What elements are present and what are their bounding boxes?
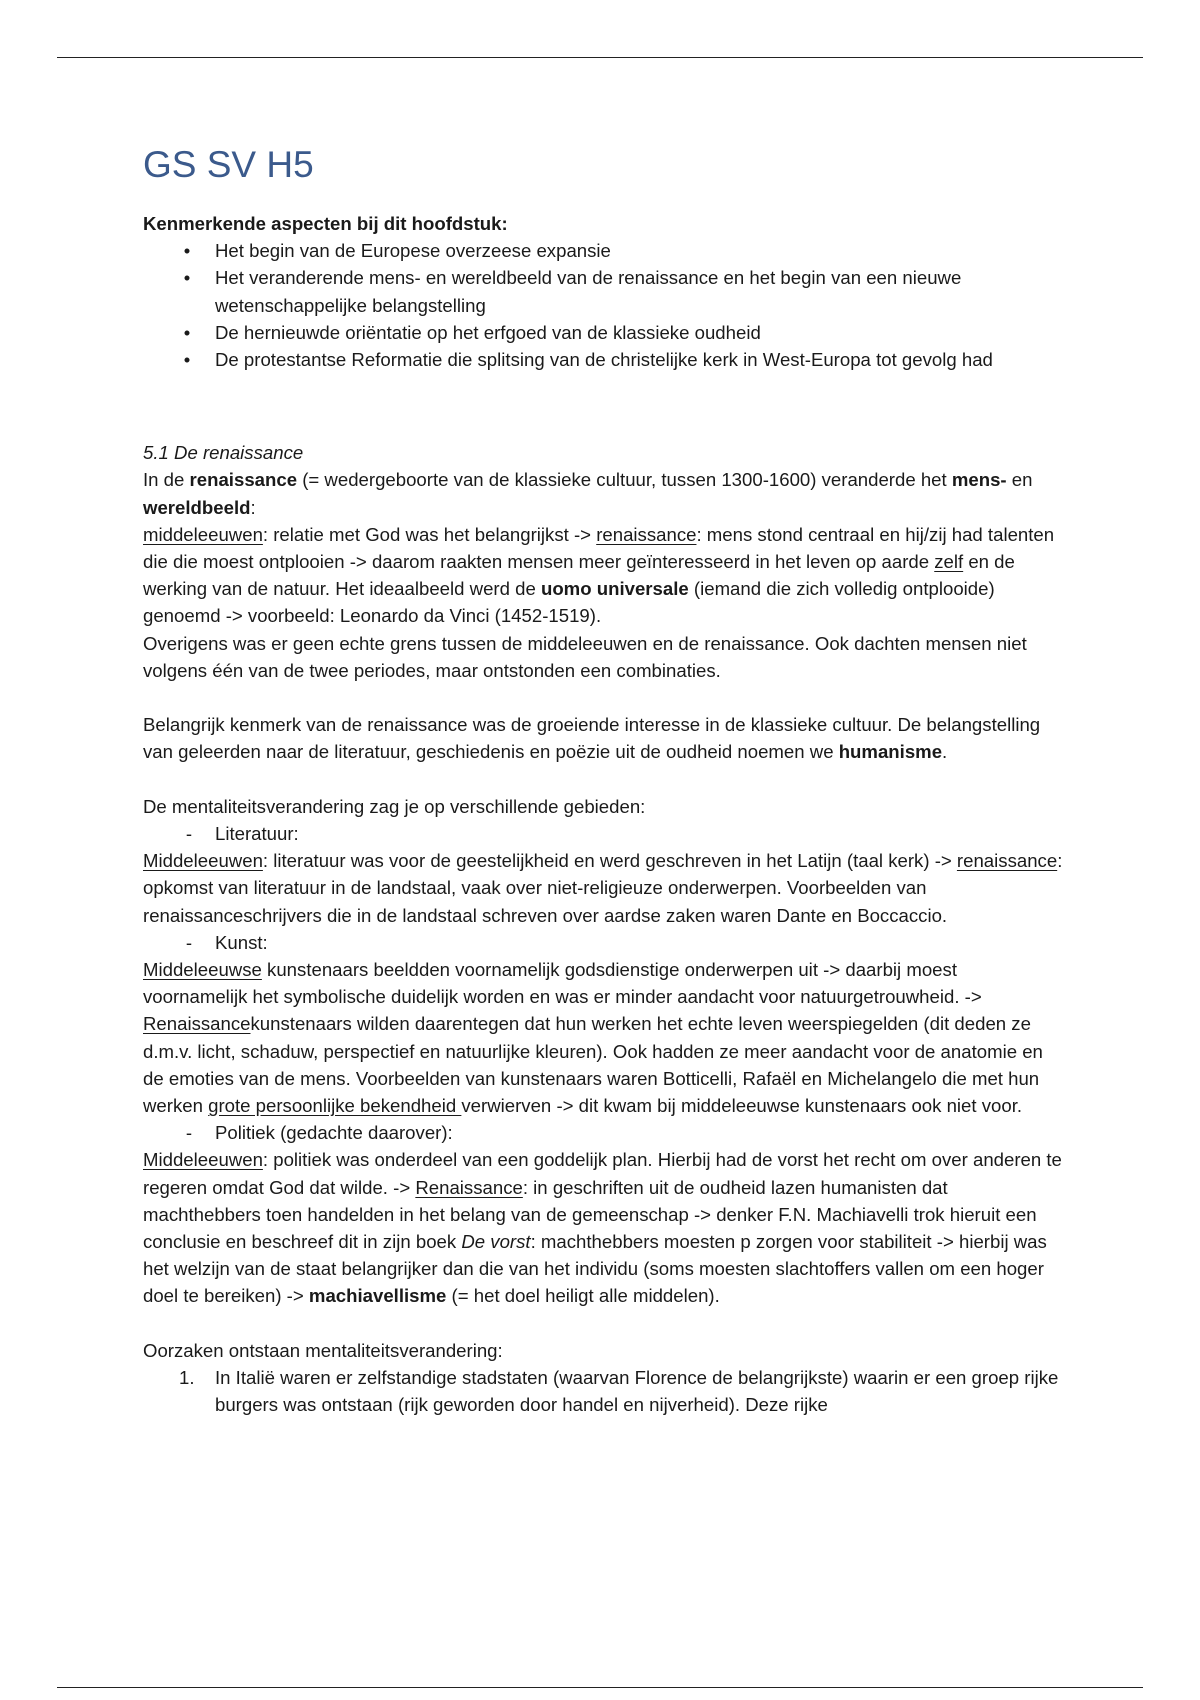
dash-item-kunst: - Kunst: — [143, 929, 1063, 956]
aspects-heading: Kenmerkende aspecten bij dit hoofdstuk: — [143, 213, 508, 234]
document-page — [143, 138, 1063, 1418]
aspect-item: • De protestantse Reformatie die splitsing van de christelijke kerk in West-Europa tot gevolg had — [143, 346, 1063, 373]
dash-icon: - — [185, 1122, 193, 1144]
page-title: GS SV H5 — [143, 144, 314, 185]
paragraph-overigens: Overigens was er geen echte grens tussen de middeleeuwen en de renaissance. Ook dachten mensen niet volgens één van de twee periodes, maar ontstonden een combinaties. — [143, 632, 1027, 681]
bullet-icon: • — [183, 267, 191, 289]
paragraph-mensbeeld: middeleeuwen: relatie met God was het belangrijkst -> renaissance: mens stond centraal en hij/zij had talenten die die moest ontplooien -> daarom raakten mensen meer geïnteresseerd in het leven op aarde zelf en de werking van de natuur. Het ideaalbeeld werd de uomo universale (iemand die zich volledig ontplooide) genoemd -> voorbeeld: Leonardo da Vinci (1452-1519). — [143, 523, 1055, 627]
paragraph-gebieden: De mentaliteitsverandering zag je op verschillende gebieden: — [143, 795, 646, 817]
paragraph-politiek: Middeleeuwen: politiek was onderdeel van een goddelijk plan. Hierbij had de vorst het recht om over anderen te regeren omdat God dat wilde. -> Renaissance: in geschriften uit de oudheid lazen humanisten dat machthebbers toen handelden in het belang van de gemeenschap -> denker F.N. Machiavelli trok hieruit een conclusie en beschreef dit in zijn boek De vorst: machthebbers moesten p zorgen voor stabiliteit -> hierbij was het welzijn van de staat belangrijker dan die van het individu (soms moesten slachtoffers vallen om een hoger doel te bereiken) -> machiavellisme (= het doel heiligt alle middelen). — [143, 1149, 1062, 1307]
aspect-item: • Het begin van de Europese overzeese expansie — [143, 237, 1063, 264]
dash-icon: - — [185, 931, 193, 953]
dash-item-literatuur: - Literatuur: — [143, 820, 1063, 847]
intro-paragraph: In de renaissance (= wedergeboorte van de klassieke cultuur, tussen 1300-1600) veranderde het mens- en wereldbeeld: — [143, 469, 1033, 518]
bullet-icon: • — [183, 240, 191, 262]
paragraph-kunst: Middeleeuwse kunstenaars beeldden voornamelijk godsdienstige onderwerpen uit -> daarbij moest voornamelijk het symbolische duidelijk worden en was er minder aandacht voor natuurgetrouwheid. -> Renaissancekunstenaars wilden daarentegen dat hun werken het echte leven weerspiegelden (dit deden ze d.m.v. licht, schaduw, perspectief en natuurlijke kleuren). Ook hadden ze meer aandacht voor de anatomie en de emoties van de mens. Voorbeelden van kunstenaars waren Botticelli, Rafaël en Michelangelo die met hun werken grote persoonlijke bekendheid verwierven -> dit kwam bij middeleeuwse kunstenaars ook niet voor. — [143, 959, 1043, 1117]
dash-item-politiek: - Politiek (gedachte daarover): — [143, 1119, 1063, 1146]
bullet-icon: • — [183, 321, 191, 343]
causes-heading: Oorzaken ontstaan mentaliteitsverandering: — [143, 1339, 503, 1361]
aspect-item: • De hernieuwde oriëntatie op het erfgoed van de klassieke oudheid — [143, 319, 1063, 346]
aspect-item: • Het veranderende mens- en wereldbeeld van de renaissance en het begin van een nieuwe wetenschappelijke belangstelling — [143, 264, 1063, 318]
paragraph-humanisme: Belangrijk kenmerk van de renaissance was de groeiende interesse in de klassieke cultuur. De belangstelling van geleerden naar de literatuur, geschiedenis en poëzie uit de oudheid noemen we humanisme. — [143, 714, 1041, 763]
footer-rule — [57, 1687, 1143, 1688]
cause-item: 1. In Italië waren er zelfstandige stadstaten (waarvan Florence de belangrijkste) waarin er een groep rijke burgers was ontstaan (rijk geworden door handel en nijverheid). Deze rijke — [179, 1367, 1059, 1416]
dash-icon: - — [185, 823, 193, 845]
section-heading: 5.1 De renaissance — [143, 442, 304, 464]
header-rule — [57, 57, 1143, 58]
bullet-icon: • — [183, 349, 191, 371]
paragraph-literatuur: Middeleeuwen: literatuur was voor de geestelijkheid en werd geschreven in het Latijn (taal kerk) -> renaissance: opkomst van literatuur in de landstaal, vaak over niet-religieuze onderwerpen. Voorbeelden van renaissanceschrijvers die in de landstaal schreven over aardse zaken waren Dante en Boccaccio. — [143, 850, 1063, 926]
